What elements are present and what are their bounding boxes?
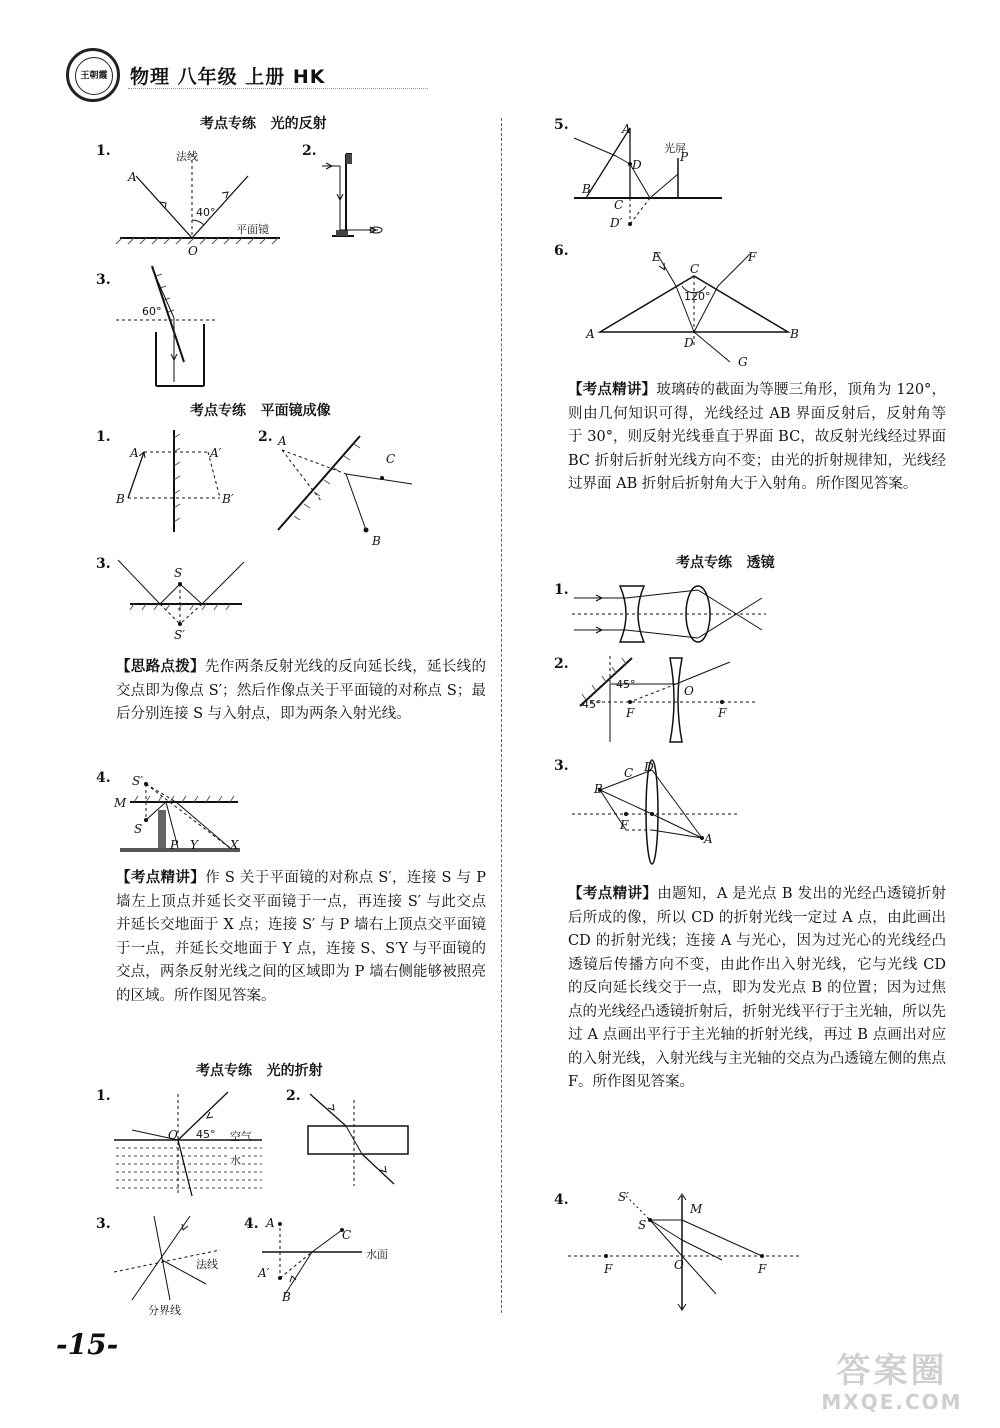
label-b: B	[582, 182, 591, 196]
label-a-prime: A′	[210, 446, 222, 460]
tip-text: 先作两条反射光线的反向延长线，延长线的交点即为像点 S′；然后作像点关于平面镜的对称点 S；最后分别连接 S 与入射点，即为两条入射光线。	[116, 659, 486, 722]
diagram-reflection-1	[120, 140, 290, 260]
label-boundary: 分界线	[148, 1304, 181, 1317]
watermark-url: MXQE.COM	[821, 1390, 963, 1414]
diagram-lens-3	[570, 756, 740, 866]
question-number: 5.	[554, 117, 569, 133]
question-number: 6.	[554, 243, 569, 259]
explanation-paragraph	[568, 882, 946, 1095]
label-o: O	[674, 1258, 684, 1272]
diagram-prism-5	[570, 120, 730, 230]
explanation-paragraph	[116, 866, 486, 1008]
question-number: 4.	[96, 770, 111, 786]
label-a: A	[266, 1216, 275, 1230]
label-b: B	[594, 782, 603, 796]
label-angle-120: 120°	[684, 290, 711, 303]
section-title-reflection: 考点专练 光的反射	[200, 116, 327, 132]
label-c: C	[386, 452, 396, 466]
label-normal: 法线	[196, 1258, 218, 1271]
diagram-refraction-1	[112, 1090, 272, 1200]
label-s: S	[134, 822, 143, 836]
question-number: 2.	[286, 1088, 301, 1104]
diagram-mirror-3	[116, 558, 256, 638]
label-s: S	[638, 1218, 647, 1232]
section-title-refraction: 考点专练 光的折射	[196, 1063, 323, 1079]
explanation-label: 【考点精讲】	[116, 869, 206, 886]
label-m: M	[690, 1202, 703, 1216]
label-d: D	[644, 760, 654, 774]
label-s-prime: S′	[174, 628, 185, 642]
label-e: E	[652, 250, 661, 264]
publisher-logo	[66, 48, 120, 102]
label-y: Y	[190, 838, 198, 852]
label-a: A	[130, 446, 139, 460]
label-s-prime: S′	[132, 774, 143, 788]
question-number: 3.	[554, 758, 569, 774]
page-number: -15-	[56, 1328, 119, 1361]
book-title: 物理 八年级 上册 HK	[130, 66, 326, 88]
question-number: 3.	[96, 556, 111, 572]
question-number: 4.	[554, 1192, 569, 1208]
diagram-lens-1	[570, 580, 770, 650]
label-c: C	[342, 1228, 352, 1242]
question-number: 4.	[244, 1216, 259, 1232]
label-f-right: F	[758, 1262, 767, 1276]
header-rule	[128, 88, 428, 89]
label-o: O	[684, 684, 694, 698]
section-title-plane-mirror: 考点专练 平面镜成像	[190, 403, 331, 419]
question-number: 2.	[258, 429, 273, 445]
label-angle-45: 45°	[196, 1128, 216, 1141]
diagram-mirror-2	[274, 430, 424, 550]
label-d-prime: D′	[610, 216, 623, 230]
label-f: F	[620, 818, 629, 832]
label-a: A	[622, 122, 631, 136]
explanation-label: 【考点精讲】	[568, 381, 657, 398]
label-a: A	[704, 832, 713, 846]
label-b: B	[116, 492, 125, 506]
diagram-reflection-2	[318, 150, 388, 250]
explanation-text: 作 S 关于平面镜的对称点 S′，连接 S 与 P 墙左上顶点并延长交平面镜于一点，再连接 S′ 与此交点并延长交地面于 X 点；连接 S′ 与 P 墙右上顶点交平面镜于一点，并延长交地面于 Y 点，连接 S、S′Y 与平面镜的交点，两条反射光线之间的区域即为 P 墙右侧能够被照亮的区域。所作图见答案。	[116, 870, 486, 1004]
label-a-prime: A′	[258, 1266, 270, 1280]
watermark	[812, 1352, 972, 1414]
label-o: O	[168, 1128, 178, 1142]
logo-text: 王朝霞	[75, 57, 113, 95]
tip-paragraph	[116, 655, 486, 727]
label-angle: 40°	[196, 206, 216, 219]
section-title-lens: 考点专练 透镜	[676, 555, 775, 571]
label-air: 空气	[230, 1130, 252, 1143]
question-number: 1.	[96, 1088, 111, 1104]
diagram-mirror-4	[110, 770, 250, 860]
label-c: C	[614, 198, 624, 212]
label-a: A	[128, 170, 137, 184]
question-number: 3.	[96, 272, 111, 288]
label-f-left: F	[626, 706, 635, 720]
label-s: S	[174, 566, 183, 580]
label-a: A	[278, 434, 287, 448]
label-c: C	[624, 766, 634, 780]
label-normal: 法线	[176, 150, 198, 163]
label-o: O	[188, 244, 198, 258]
watermark-title: 答案圈	[836, 1351, 948, 1391]
label-g: G	[738, 355, 748, 369]
diagram-refraction-2	[300, 1090, 420, 1190]
diagram-mirror-1	[116, 428, 246, 538]
label-b-prime: B′	[222, 492, 234, 506]
label-m: M	[114, 796, 127, 810]
label-screen: 光屏	[664, 142, 686, 155]
tip-label: 【思路点拨】	[116, 658, 205, 675]
label-b: B	[282, 1290, 291, 1304]
label-a: A	[586, 327, 595, 341]
label-b: B	[790, 327, 799, 341]
question-number: 2.	[554, 656, 569, 672]
question-number: 2.	[302, 143, 317, 159]
label-angle-45-b: 45°	[582, 698, 602, 711]
label-s-prime: S′	[618, 1190, 629, 1204]
label-b: B	[372, 534, 381, 548]
diagram-prism-6	[590, 246, 810, 376]
label-f-left: F	[604, 1262, 613, 1276]
label-mirror: 平面镜	[236, 223, 269, 236]
label-f: F	[748, 250, 757, 264]
label-d: D	[684, 336, 694, 350]
label-c: C	[690, 262, 700, 276]
label-water: 水	[230, 1154, 241, 1167]
explanation-paragraph	[568, 378, 946, 497]
explanation-label: 【考点精讲】	[568, 885, 658, 902]
label-p: P	[680, 150, 689, 164]
label-angle-45-a: 45°	[616, 678, 636, 691]
label-water-surface: 水面	[366, 1248, 388, 1261]
explanation-text: 由题知，A 是光点 B 发出的光经凸透镜折射后所成的像，所以 CD 的折射光线一定过 A 点，由此画出 CD 的折射光线；连接 A 与光心，因为过光心的光线经凸透镜后传播方向不变，由此作出入射光线，它与光线 CD 的反向延长线交于一点，即为发光点 B 的位置；因为过焦点的光线经凸透镜折射后，折射光线平行于主光轴，所以先过 A 点画出平行于主光轴的折射光线，再过 B 点画出对应的入射光线，入射光线与主光轴的交点为凸透镜左侧的焦点 F。所作图见答案。	[568, 886, 947, 1090]
label-d: D	[632, 158, 642, 172]
label-angle-60: 60°	[142, 305, 162, 318]
label-p: P	[170, 838, 179, 852]
question-number: 1.	[554, 582, 569, 598]
question-number: 1.	[96, 429, 111, 445]
label-x: X	[230, 838, 239, 852]
column-divider	[501, 118, 502, 1313]
diagram-reflection-3	[116, 262, 226, 392]
question-number: 1.	[96, 143, 111, 159]
question-number: 3.	[96, 1216, 111, 1232]
diagram-lens-4	[566, 1190, 806, 1312]
label-f-right: F	[718, 706, 727, 720]
explanation-text: 玻璃砖的截面为等腰三角形，顶角为 120°，则由几何知识可得，光线经过 AB 界面反射后，反射角等于 30°，则反射光线垂直于界面 BC，故反射光线经过界面 BC 折射后折射光线方向不变；由光的折射规律知，光线经过界面 AB 折射后折射角大于入射角。所作图见答案。	[568, 382, 946, 492]
